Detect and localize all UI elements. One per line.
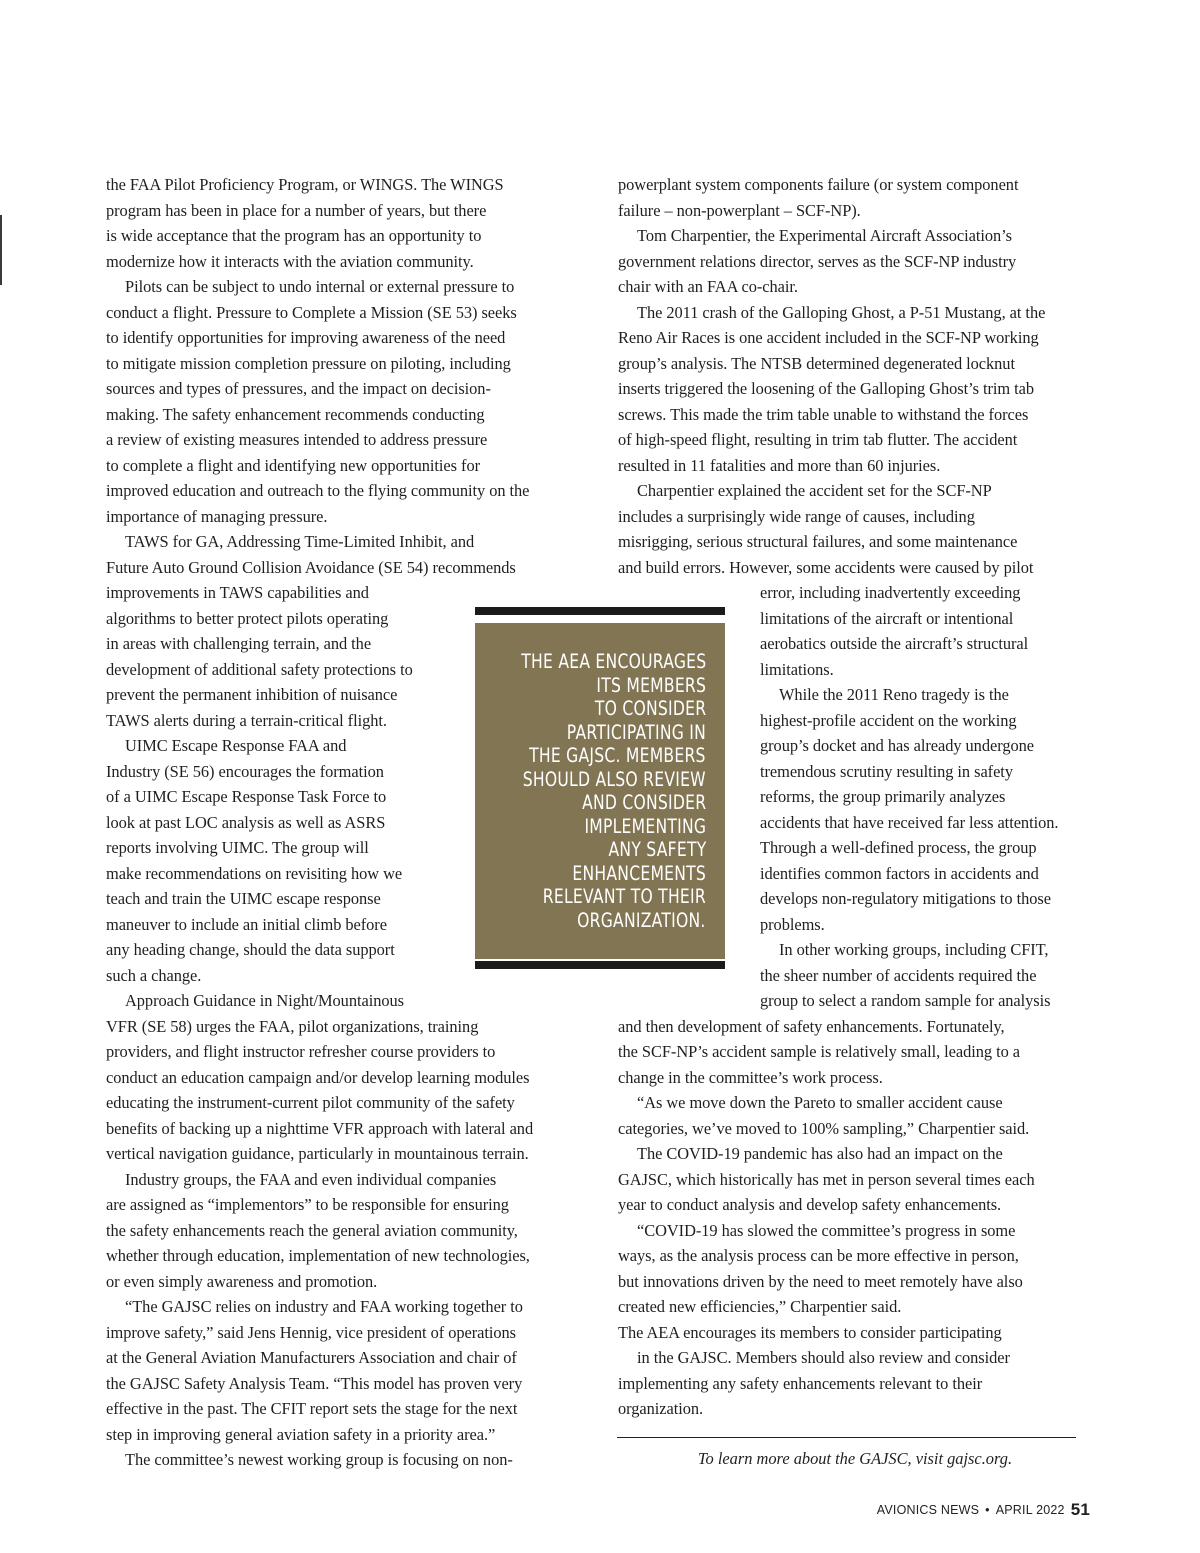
text-line: to mitigate mission completion pressure on piloting, including — [106, 353, 511, 373]
text-line: providers, and flight instructor refresher course providers to — [106, 1042, 496, 1061]
text-line: failure – non-powerplant – SCF-NP). — [618, 200, 861, 220]
text-line: and then development of safety enhancements. Fortunately, — [618, 1016, 1005, 1036]
text-line: limitations of the aircraft or intentional — [760, 608, 1014, 628]
text-line: misrigging, serious structural failures, and some maintenance — [618, 532, 1018, 551]
text-line: chair with an FAA co-chair. — [618, 277, 798, 296]
text-line: the GAJSC Safety Analysis Team. “This model has proven very — [106, 1373, 523, 1393]
text-line: problems. — [760, 914, 825, 934]
pull-quote — [475, 607, 725, 969]
text-line: make recommendations on revisiting how we — [106, 863, 403, 883]
text-line: UIMC Escape Response FAA and — [125, 736, 347, 755]
text-line: importance of managing pressure. — [106, 506, 328, 526]
text-line: maneuver to include an initial climb before — [106, 914, 387, 934]
pull-quote-line: ANY SAFETY — [608, 838, 706, 861]
text-line: powerplant system components failure (or system component — [618, 175, 1019, 194]
text-line: conduct an education campaign and/or develop learning modules — [106, 1067, 530, 1087]
text-line: While the 2011 Reno tragedy is the — [779, 685, 1009, 704]
text-line: group to select a random sample for analysis — [760, 991, 1051, 1010]
text-line: screws. This made the trim table unable to withstand the forces — [618, 404, 1029, 424]
pull-quote-line: RELEVANT TO THEIR — [542, 885, 706, 908]
text-line: change in the committee’s work process. — [618, 1067, 883, 1087]
text-line: Charpentier explained the accident set for the SCF-NP — [637, 481, 992, 500]
text-line: or even simply awareness and promotion. — [106, 1271, 378, 1291]
text-line: “As we move down the Pareto to smaller accident cause — [637, 1093, 1003, 1112]
text-line: Industry (SE 56) encourages the formation — [106, 761, 384, 781]
text-line: step in improving general aviation safety in a priority area.” — [106, 1424, 496, 1444]
text-line: in areas with challenging terrain, and the — [106, 634, 372, 653]
text-line: and build errors. However, some accidents were caused by pilot — [618, 557, 1034, 577]
text-line: highest-profile accident on the working — [760, 710, 1017, 730]
publication-name: AVIONICS NEWS — [876, 1503, 980, 1517]
pull-quote-line: AND CONSIDER — [581, 791, 706, 814]
text-line: group’s analysis. The NTSB determined degenerated locknut — [618, 353, 1015, 373]
text-line: of high-speed flight, resulting in trim tab flutter. The accident — [618, 430, 1018, 449]
text-line: sources and types of pressures, and the impact on decision- — [106, 379, 491, 398]
text-line: is wide acceptance that the program has an opportunity to — [106, 226, 482, 245]
text-line: Future Auto Ground Collision Avoidance (SE 54) recommends — [106, 557, 516, 577]
text-line: vertical navigation guidance, particularly in mountainous terrain. — [106, 1144, 529, 1163]
text-line: created new efficiencies,” Charpentier said. — [618, 1297, 902, 1316]
text-line: look at past LOC analysis as well as ASRS — [106, 812, 386, 832]
text-line: resulted in 11 fatalities and more than 60 injuries. — [618, 455, 941, 475]
text-line: the safety enhancements reach the general aviation community, — [106, 1220, 518, 1240]
text-line: Pilots can be subject to undo internal or external pressure to — [125, 277, 515, 296]
text-line: reforms, the group primarily analyzes — [760, 787, 1006, 806]
text-line: includes a surprisingly wide range of causes, including — [618, 506, 975, 526]
text-line: TAWS alerts during a terrain-critical flight. — [106, 710, 387, 730]
folio-separator: • — [985, 1503, 990, 1517]
text-line: effective in the past. The CFIT report sets the stage for the next — [106, 1399, 518, 1418]
text-line: to complete a flight and identifying new opportunities for — [106, 455, 480, 475]
text-line: “COVID-19 has slowed the committee’s progress in some — [637, 1220, 1016, 1240]
text-line: educating the instrument-current pilot community of the safety — [106, 1093, 515, 1112]
text-line: a review of existing measures intended to address pressure — [106, 430, 488, 449]
text-line: modernize how it interacts with the aviation community. — [106, 251, 474, 271]
page-folio — [877, 1499, 1090, 1519]
text-line: “The GAJSC relies on industry and FAA working together to — [125, 1297, 523, 1316]
text-line: ways, as the analysis process can be more effective in person, — [618, 1246, 1019, 1265]
text-line: year to conduct analysis and develop safety enhancements. — [618, 1195, 1002, 1214]
text-line: Approach Guidance in Night/Mountainous — [125, 991, 404, 1010]
text-line: at the General Aviation Manufacturers Association and chair of — [106, 1348, 517, 1367]
text-line: In other working groups, including CFIT, — [779, 940, 1049, 959]
pull-quote-line: IMPLEMENTING — [584, 814, 706, 838]
page-number: 51 — [1070, 1500, 1090, 1519]
text-line: teach and train the UIMC escape response — [106, 889, 381, 908]
text-line: such a change. — [106, 965, 202, 985]
issue-date: APRIL 2022 — [995, 1503, 1065, 1517]
page-edge-mark — [0, 215, 2, 285]
text-line: The AEA encourages its members to consider participating — [618, 1322, 1002, 1342]
text-line: algorithms to better protect pilots operating — [106, 608, 389, 628]
pull-quote-top-bar — [475, 607, 725, 615]
text-line: VFR (SE 58) urges the FAA, pilot organizations, training — [106, 1016, 479, 1036]
text-line: The 2011 crash of the Galloping Ghost, a P-51 Mustang, at the — [637, 302, 1046, 322]
text-line: error, including inadvertently exceeding — [760, 583, 1021, 602]
text-line: Reno Air Races is one accident included in the SCF-NP working — [618, 328, 1039, 347]
pull-quote-line: ORGANIZATION. — [577, 908, 706, 932]
text-line: Tom Charpentier, the Experimental Aircraft Association’s — [637, 226, 1013, 245]
text-line: conduct a flight. Pressure to Complete a Mission (SE 53) seeks — [106, 302, 517, 322]
text-line: categories, we’ve moved to 100% sampling,” Charpentier said. — [618, 1118, 1030, 1138]
text-line: prevent the permanent inhibition of nuisance — [106, 685, 398, 704]
text-line: reports involving UIMC. The group will — [106, 838, 369, 857]
text-line: whether through education, implementation of new technologies, — [106, 1246, 530, 1265]
text-line: group’s docket and has already undergone — [760, 736, 1034, 755]
text-line: are assigned as “implementors” to be responsible for ensuring — [106, 1195, 509, 1214]
text-line: tremendous scrutiny resulting in safety — [760, 761, 1013, 781]
text-line: Industry groups, the FAA and even individual companies — [125, 1169, 497, 1189]
text-line: aerobatics outside the aircraft’s structural — [760, 634, 1029, 653]
text-line: organization. — [618, 1399, 704, 1418]
text-line: The COVID-19 pandemic has also had an impact on the — [637, 1144, 1003, 1163]
text-line: to identify opportunities for improving awareness of the need — [106, 328, 506, 347]
pull-quote-line: SHOULD ALSO REVIEW — [522, 767, 706, 791]
text-line: improvements in TAWS capabilities and — [106, 583, 369, 602]
footnote-rule — [617, 1437, 1076, 1438]
text-line: development of additional safety protections to — [106, 659, 413, 679]
text-line: GAJSC, which historically has met in person several times each — [618, 1169, 1035, 1189]
text-line: limitations. — [760, 659, 834, 679]
text-line: program has been in place for a number of years, but there — [106, 200, 487, 220]
pull-quote-bottom-bar — [475, 961, 725, 969]
text-line: government relations director, serves as the SCF-NP industry — [618, 251, 1017, 271]
text-line: The committee’s newest working group is focusing on non- — [125, 1450, 513, 1469]
pull-quote-line: THE GAJSC. MEMBERS — [529, 744, 706, 767]
text-line: but innovations driven by the need to meet remotely have also — [618, 1271, 1023, 1291]
pull-quote-line: ITS MEMBERS — [596, 673, 706, 697]
text-line: the SCF-NP’s accident sample is relatively small, leading to a — [618, 1042, 1021, 1061]
text-line: any heading change, should the data support — [106, 940, 395, 959]
text-line: benefits of backing up a nighttime VFR approach with lateral and — [106, 1118, 534, 1138]
text-line: inserts triggered the loosening of the Galloping Ghost’s trim tab — [618, 379, 1035, 398]
text-line: the sheer number of accidents required the — [760, 965, 1037, 985]
text-line: Through a well-defined process, the group — [760, 838, 1037, 857]
text-line: accidents that have received far less attention. — [760, 812, 1059, 832]
text-line: the FAA Pilot Proficiency Program, or WINGS. The WINGS — [106, 175, 504, 194]
text-line: improved education and outreach to the flying community on the — [106, 481, 530, 500]
pull-quote-line: TO CONSIDER — [594, 697, 706, 720]
pull-quote-line: ENHANCEMENTS — [572, 861, 706, 885]
pull-quote-line: THE AEA ENCOURAGES — [520, 650, 706, 673]
text-line: TAWS for GA, Addressing Time-Limited Inhibit, and — [125, 532, 475, 551]
text-line: implementing any safety enhancements relevant to their — [618, 1373, 983, 1393]
text-line: develops non-regulatory mitigations to those — [760, 889, 1051, 908]
text-line: of a UIMC Escape Response Task Force to — [106, 787, 387, 806]
text-line: identifies common factors in accidents and — [760, 863, 1039, 883]
pull-quote-box — [475, 623, 725, 959]
footer-note: To learn more about the GAJSC, visit gajsc.org. — [697, 1449, 1013, 1468]
text-line: making. The safety enhancement recommends conducting — [106, 404, 485, 424]
text-line: improve safety,” said Jens Hennig, vice president of operations — [106, 1322, 516, 1342]
pull-quote-line: PARTICIPATING IN — [566, 720, 706, 744]
text-line: in the GAJSC. Members should also review and consider — [637, 1348, 1010, 1367]
